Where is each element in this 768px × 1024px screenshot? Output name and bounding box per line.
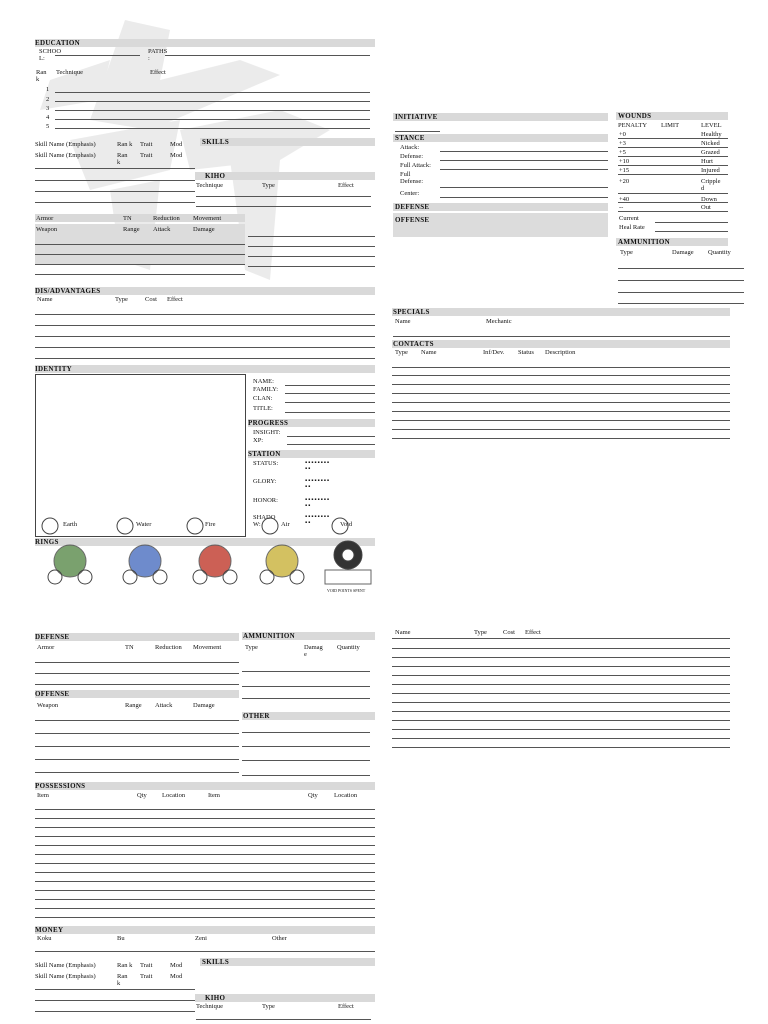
write-line[interactable] (35, 684, 239, 685)
honor-label: HONOR: (253, 497, 278, 504)
write-line[interactable] (440, 151, 608, 152)
stance-center: Center: (400, 190, 420, 197)
sheet2-movement-label: Movement (193, 644, 222, 651)
write-line[interactable] (35, 180, 195, 181)
sheet2-skill-rank-label: Ran k (117, 962, 133, 969)
rank-label: Ran k (36, 69, 47, 83)
write-line[interactable] (55, 119, 370, 120)
penalty-value: -- (619, 204, 624, 211)
dis-cost-label: Cost (145, 296, 157, 303)
write-line[interactable] (440, 160, 608, 161)
write-line[interactable] (55, 55, 140, 56)
write-line[interactable] (35, 854, 375, 855)
sheet2-skills-title: SKILLS (202, 958, 230, 966)
penalty-value: +40 (619, 196, 630, 203)
write-line[interactable] (35, 772, 239, 773)
kiho-title: KIHO (205, 172, 226, 180)
write-line[interactable] (35, 809, 375, 810)
attack-label: Attack (153, 226, 171, 233)
glory-rank-boxes[interactable]: ▪▪▪▪▪▪▪▪ ▪▪ (305, 478, 331, 490)
write-line[interactable] (35, 358, 375, 359)
reduction-label: Reduction (153, 215, 180, 222)
sheet2-offense-title: OFFENSE (35, 690, 70, 698)
write-line[interactable] (618, 193, 728, 194)
stance-full-defense: Full Defense: (400, 171, 424, 185)
kanji-watermark (30, 20, 360, 320)
edu-row-num: 1 (46, 86, 50, 93)
write-line[interactable] (618, 303, 744, 304)
write-line[interactable] (392, 411, 730, 412)
write-line[interactable] (618, 138, 728, 139)
limit-label: LIMIT (661, 122, 680, 129)
sheet2-skill-name-label: Skill Name (Emphasis) (35, 962, 96, 969)
write-line[interactable] (35, 244, 245, 245)
identity-title: IDENTITY (35, 365, 73, 373)
write-line[interactable] (440, 197, 608, 198)
write-line[interactable] (287, 436, 375, 437)
contacts-header-bar (392, 340, 730, 348)
current-label: Current (619, 215, 639, 222)
write-line[interactable] (35, 673, 239, 674)
sheet2-skill-rank-label: Ran k (117, 973, 128, 987)
write-line[interactable] (242, 732, 370, 733)
specials-header-bar (392, 308, 730, 316)
write-line[interactable] (618, 211, 728, 212)
technique-label: Technique (56, 69, 83, 76)
write-line[interactable] (392, 666, 730, 667)
portrait-box[interactable] (35, 374, 246, 537)
write-line[interactable] (35, 818, 375, 819)
bu-label: Bu (117, 935, 125, 942)
progress-title: PROGRESS (248, 419, 289, 427)
write-line[interactable] (285, 402, 375, 403)
write-line[interactable] (440, 169, 608, 170)
sheet2-weapon-label: Weapon (37, 702, 59, 709)
write-line[interactable] (392, 375, 730, 376)
write-line[interactable] (285, 412, 375, 413)
write-line[interactable] (618, 165, 728, 166)
write-line[interactable] (196, 206, 371, 207)
write-line[interactable] (242, 671, 370, 672)
disadvantages-title: DIS/ADVANTAGES (35, 287, 101, 295)
write-line[interactable] (393, 336, 730, 337)
ammo-damage-label: Damage (672, 249, 694, 256)
education-title: EDUCATION (35, 39, 80, 47)
status-rank-boxes[interactable]: ▪▪▪▪▪▪▪▪ ▪▪ (305, 460, 331, 472)
write-line[interactable] (392, 729, 730, 730)
write-line[interactable] (35, 1011, 195, 1012)
possessions-item-label: Item (208, 792, 220, 799)
specials-title: SPECIALS (393, 308, 430, 316)
sheet2-skill-mod-label: Mod (170, 962, 183, 969)
list-effect-label: Effect (525, 629, 541, 636)
level-value: Down (701, 196, 717, 203)
sheet2-reduction-label: Reduction (155, 644, 182, 651)
write-line[interactable] (392, 367, 730, 368)
write-line[interactable] (242, 760, 370, 761)
effect-label: Effect (150, 69, 166, 76)
level-value: Healthy (701, 131, 722, 138)
sheet2-kiho-title: KIHO (205, 994, 226, 1002)
skill-name-label: Skill Name (Emphasis) (35, 141, 96, 148)
write-line[interactable] (35, 881, 375, 882)
write-line[interactable] (196, 1019, 371, 1020)
sheet2-ammo-type-label: Type (245, 644, 258, 651)
penalty-value: +10 (619, 158, 630, 165)
write-line[interactable] (35, 168, 195, 169)
write-line[interactable] (35, 314, 375, 315)
write-line[interactable] (248, 256, 375, 257)
level-value: Cripple d (701, 178, 721, 192)
identity-header-bar (35, 365, 375, 373)
sheet2-ammunition-title: AMMUNITION (243, 632, 295, 640)
school-label: SCHOO L: (39, 48, 62, 62)
write-line[interactable] (392, 657, 730, 658)
rings-title: RINGS (35, 538, 59, 546)
write-line[interactable] (196, 196, 371, 197)
specials-name-label: Name (395, 318, 411, 325)
write-line[interactable] (55, 128, 370, 129)
dis-effect-label: Effect (167, 296, 183, 303)
penalty-label: PENALTY (618, 122, 648, 129)
movement-label: Movement (193, 215, 222, 222)
sheet2-kiho-type-label: Type (262, 1003, 275, 1010)
level-value: Out (701, 204, 711, 211)
stance-title: STANCE (395, 134, 425, 142)
shadow-rank-boxes[interactable]: ▪▪▪▪▪▪▪▪ ▪▪ (305, 514, 331, 526)
shadow-label: SHADO W: (253, 514, 276, 528)
write-line[interactable] (392, 711, 730, 712)
write-line[interactable] (165, 55, 370, 56)
money-other-label: Other (272, 935, 287, 942)
write-line[interactable] (35, 908, 375, 909)
write-line[interactable] (392, 393, 730, 394)
sheet2-skill-mod-label: Mod (170, 973, 183, 980)
weapon-label: Weapon (36, 226, 58, 233)
family-label: FAMILY: (253, 386, 278, 393)
write-line[interactable] (35, 347, 375, 348)
dis-type-label: Type (115, 296, 128, 303)
contacts-description-label: Description (545, 349, 576, 356)
possessions-title: POSSESSIONS (35, 782, 86, 790)
offense-title: OFFENSE (395, 216, 430, 224)
write-line[interactable] (655, 231, 728, 232)
skills-title: SKILLS (202, 138, 230, 146)
contacts-type-label: Type (395, 349, 408, 356)
koku-label: Koku (37, 935, 52, 942)
insight-label: INSIGHT: (253, 429, 281, 436)
contacts-infdev-label: Inf/Dev. (483, 349, 505, 356)
write-line[interactable] (35, 325, 375, 326)
write-line[interactable] (248, 236, 375, 237)
heal-rate-label: Heal Rate (619, 224, 645, 231)
money-header-bar (35, 926, 375, 934)
void-label: Void (340, 521, 353, 528)
possessions-qty-label: Qty (137, 792, 147, 799)
write-line[interactable] (618, 202, 728, 203)
write-line[interactable] (248, 246, 375, 247)
honor-rank-boxes[interactable]: ▪▪▪▪▪▪▪▪ ▪▪ (305, 497, 331, 509)
possessions-item-label: Item (37, 792, 49, 799)
write-line[interactable] (655, 222, 728, 223)
skill-rank-label: Ran k (117, 152, 128, 166)
write-line[interactable] (35, 1000, 195, 1001)
ammo-type-label: Type (620, 249, 633, 256)
possessions-location-label: Location (162, 792, 186, 799)
earth-label: Earth (63, 521, 78, 528)
write-line[interactable] (55, 92, 370, 93)
stance-header-bar (393, 134, 608, 142)
write-line[interactable] (35, 827, 375, 828)
list-cost-label: Cost (503, 629, 515, 636)
fire-label: Fire (205, 521, 216, 528)
write-line[interactable] (392, 648, 730, 649)
clan-label: CLAN: (253, 395, 273, 402)
possessions-location-label: Location (334, 792, 358, 799)
write-line[interactable] (618, 147, 728, 148)
write-line[interactable] (35, 989, 195, 990)
contacts-title: CONTACTS (393, 340, 434, 348)
penalty-value: +3 (619, 140, 626, 147)
write-line[interactable] (35, 264, 245, 265)
skill-rank-label: Ran k (117, 141, 133, 148)
sheet2-kiho-effect-label: Effect (338, 1003, 354, 1010)
sheet2-defense-title: DEFENSE (35, 633, 70, 641)
dis-name-label: Name (37, 296, 53, 303)
write-line[interactable] (35, 836, 375, 837)
write-line[interactable] (392, 738, 730, 739)
write-line[interactable] (618, 174, 728, 175)
contacts-status-label: Status (518, 349, 534, 356)
stance-attack: Attack: (400, 144, 420, 151)
write-line[interactable] (392, 429, 730, 430)
write-line[interactable] (392, 702, 730, 703)
sheet2-tn-label: TN (125, 644, 134, 651)
possessions-qty-label: Qty (308, 792, 318, 799)
write-line[interactable] (35, 951, 375, 952)
wounds-title: WOUNDS (618, 112, 652, 120)
write-line[interactable] (392, 420, 730, 421)
possessions-header-bar (35, 782, 375, 790)
write-line[interactable] (618, 292, 744, 293)
penalty-value: +15 (619, 167, 630, 174)
level-label: LEVEL (701, 122, 722, 129)
level-value: Hurt (701, 158, 713, 165)
edu-row-num: 5 (46, 123, 50, 130)
specials-mechanic-label: Mechanic (486, 318, 512, 325)
sheet2-damage-label: Damage (193, 702, 215, 709)
write-line[interactable] (440, 187, 608, 188)
sheet2-armor-label: Armor (37, 644, 55, 651)
write-line[interactable] (35, 746, 239, 747)
tn-label: TN (123, 215, 132, 222)
kiho-type-label: Type (262, 182, 275, 189)
initiative-title: INITIATIVE (395, 113, 438, 121)
write-line[interactable] (35, 845, 375, 846)
write-line[interactable] (35, 872, 375, 873)
write-line[interactable] (618, 156, 728, 157)
write-line[interactable] (242, 686, 370, 687)
write-line[interactable] (618, 268, 744, 269)
level-value: Injured (701, 167, 720, 174)
station-title: STATION (248, 450, 281, 458)
defense-title: DEFENSE (395, 203, 430, 211)
write-line[interactable] (35, 917, 375, 918)
penalty-value: +0 (619, 131, 626, 138)
sheet2-ammo-damage-label: Damag e (304, 644, 323, 658)
write-line[interactable] (35, 890, 375, 891)
write-line[interactable] (392, 693, 730, 694)
glory-label: GLORY: (253, 478, 277, 485)
write-line[interactable] (285, 393, 375, 394)
void-points-label: VOID POINTS SPENT (327, 588, 366, 593)
write-line[interactable] (35, 336, 375, 337)
write-line[interactable] (392, 684, 730, 685)
stance-full-attack: Full Attack: (400, 162, 431, 169)
write-line[interactable] (285, 385, 375, 386)
edu-row-num: 3 (46, 105, 50, 112)
edu-row-num: 4 (46, 114, 50, 121)
penalty-value: +5 (619, 149, 626, 156)
write-line[interactable] (55, 110, 370, 111)
write-line[interactable] (35, 191, 195, 192)
sheet2-range-label: Range (125, 702, 142, 709)
kiho-technique-label: Technique (196, 182, 223, 189)
write-line[interactable] (392, 638, 730, 639)
write-line[interactable] (287, 444, 375, 445)
sheet2-skill-trait-label: Trait (140, 973, 153, 980)
skill-trait-label: Trait (140, 141, 153, 148)
kiho-effect-label: Effect (338, 182, 354, 189)
status-label: STATUS: (253, 460, 279, 467)
xp-label: XP: (253, 437, 264, 444)
contacts-name-label: Name (421, 349, 437, 356)
write-line[interactable] (55, 101, 370, 102)
skill-mod-label: Mod (170, 152, 183, 159)
write-line[interactable] (392, 720, 730, 721)
write-line[interactable] (35, 899, 375, 900)
range-label: Range (123, 226, 140, 233)
write-line[interactable] (35, 863, 375, 864)
water-label: Water (136, 521, 152, 528)
write-line[interactable] (242, 746, 370, 747)
write-line[interactable] (392, 747, 730, 748)
skill-mod-label: Mod (170, 141, 183, 148)
paths-label: PATHS : (148, 48, 168, 62)
write-line[interactable] (242, 698, 370, 699)
zeni-label: Zeni (195, 935, 207, 942)
ammunition-title: AMMUNITION (618, 238, 670, 246)
write-line[interactable] (35, 720, 239, 721)
sheet2-kiho-technique-label: Technique (196, 1003, 223, 1010)
penalty-value: +20 (619, 178, 630, 185)
write-line[interactable] (392, 402, 730, 403)
skill-name-label: Skill Name (Emphasis) (35, 152, 96, 159)
ammo-quantity-label: Quantity (708, 249, 731, 256)
write-line[interactable] (392, 384, 730, 385)
write-line[interactable] (35, 254, 245, 255)
sheet2-skill-name-label: Skill Name (Emphasis) (35, 973, 96, 980)
edu-row-num: 2 (46, 96, 50, 103)
sheet2-skill-trait-label: Trait (140, 962, 153, 969)
stance-defense: Defense: (400, 153, 424, 160)
write-line[interactable] (35, 274, 245, 275)
write-line[interactable] (35, 662, 239, 663)
write-line[interactable] (392, 438, 730, 439)
list-type-label: Type (474, 629, 487, 636)
write-line[interactable] (618, 280, 744, 281)
level-value: Nicked (701, 140, 720, 147)
armor-label: Armor (36, 215, 54, 222)
list-name-label: Name (395, 629, 411, 636)
write-line[interactable] (392, 675, 730, 676)
sheet2-ammo-quantity-label: Quantity (337, 644, 360, 651)
name-label: NAME: (253, 378, 274, 385)
title-label: TITLE: (253, 405, 273, 412)
damage-label: Damage (193, 226, 215, 233)
skill-trait-label: Trait (140, 152, 153, 159)
write-line[interactable] (35, 202, 195, 203)
write-line[interactable] (35, 733, 239, 734)
money-title: MONEY (35, 926, 64, 934)
level-value: Grazed (701, 149, 720, 156)
education-header-bar (35, 39, 375, 47)
write-line[interactable] (242, 775, 370, 776)
air-label: Air (281, 521, 290, 528)
write-line[interactable] (248, 266, 375, 267)
sheet2-attack-label: Attack (155, 702, 173, 709)
other-title: OTHER (243, 712, 270, 720)
write-line[interactable] (395, 131, 440, 132)
write-line[interactable] (35, 759, 239, 760)
